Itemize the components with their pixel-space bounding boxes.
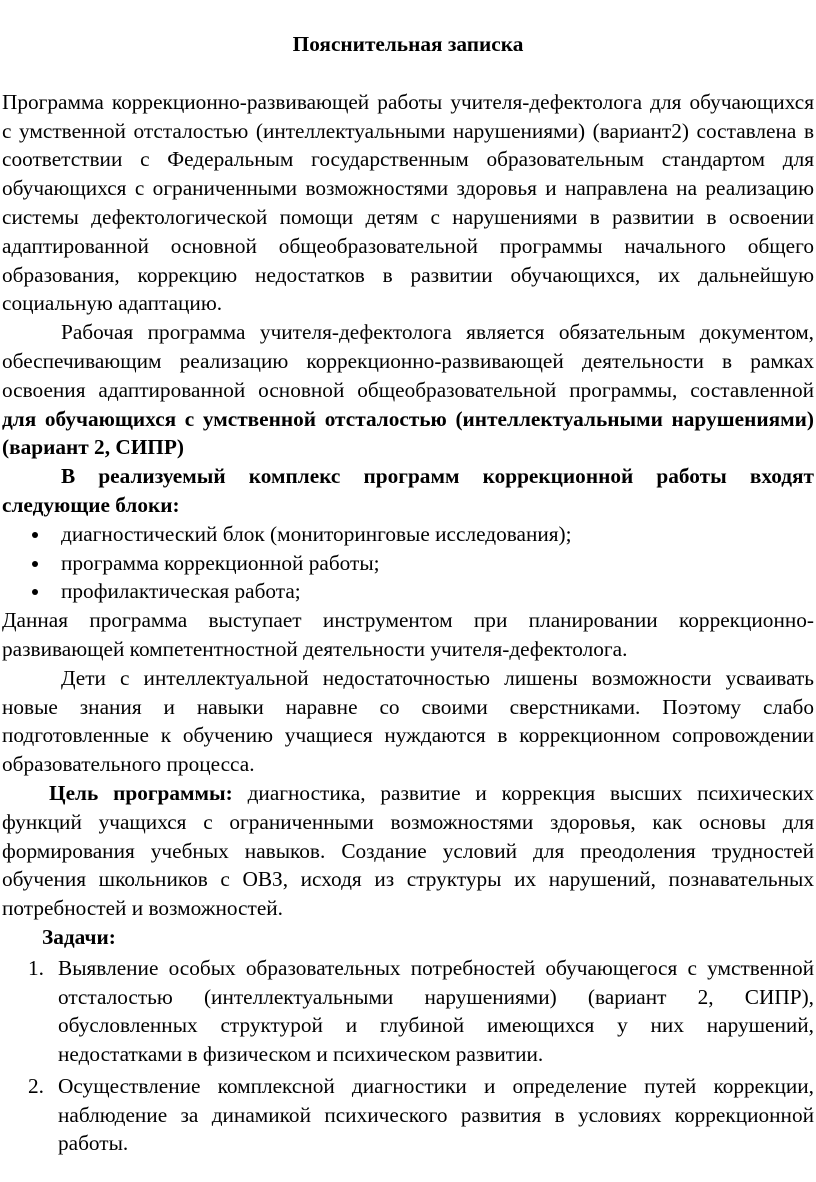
blocks-heading-text: В реализуемый комплекс программ коррекционной работы входят следующие блоки: (2, 464, 814, 517)
blocks-list (2, 520, 814, 606)
task-text: Осуществление комплексной диагностики и определение путей коррекции, наблюдение за динамикой психического развития в условиях коррекционной работы. (58, 1073, 814, 1156)
goal-paragraph (2, 779, 814, 923)
task-number: 2. (28, 1073, 44, 1098)
list-item (2, 520, 814, 549)
task-text: Выявление особых образовательных потребностей обучающегося с умственной отсталостью (интеллектуальными нарушениями) (вариант 2, СИПР), обусловленных структурой и глубиной имеющихся у них нарушений, недостатками в физическом и психическом развитии. (58, 955, 814, 1067)
children-paragraph: Дети с интеллектуальной недостаточностью лишены возможности усваивать новые знания и навыки наравне со своими сверстниками. Поэтому слабо подготовленные к обучению учащиеся нуждаются в коррекционном сопровождении образовательного процесса. (2, 665, 814, 777)
list-item (2, 954, 814, 1069)
bullet-icon (32, 561, 38, 567)
list-item (2, 1072, 814, 1158)
blocks-heading (2, 462, 814, 520)
list-item-text: диагностический блок (мониторинговые исследования); (61, 521, 572, 546)
work-program-text: Рабочая программа учителя-дефектолога является обязательным документом, обеспечивающим реализацию коррекционно-развивающей деятельности в рамках освоения адаптированной основной общеобразовательной программы, составленной (2, 320, 814, 402)
tasks-list (2, 954, 814, 1159)
intro-paragraph: Программа коррекционно-развивающей работы учителя-дефектолога для обучающихся с умственной отсталостью (интеллектуальными нарушениями) (вариант2) составлена в соответствии с Федеральным государственным образовательным стандартом для обучающихся с ограниченными возможностями здоровья и направлена на реализацию системы дефектологической помощи детям с нарушениями в развитии в освоении адаптированной основной общеобразовательной программы начального общего образования, коррекцию недостатков в развитии обучающихся, их дальнейшую социальную адаптацию. (2, 89, 814, 316)
list-item (2, 577, 814, 606)
goal-label: Цель программы: (49, 780, 233, 805)
tasks-heading (2, 923, 814, 952)
instrument-paragraph: Данная программа выступает инструментом при планировании коррекционно-развивающей компетентностной деятельности учителя-дефектолога. (2, 608, 814, 661)
bullet-icon (32, 589, 38, 595)
list-item-text: программа коррекционной работы; (61, 550, 380, 575)
bullet-icon (32, 532, 38, 538)
task-number: 1. (28, 955, 44, 980)
document-title: Пояснительная записка (292, 32, 524, 56)
list-item (2, 549, 814, 578)
work-program-bold-text: для обучающихся с умственной отсталостью (интеллектуальными нарушениями) (вариант 2, СИПР) (2, 406, 814, 460)
work-program-paragraph (2, 318, 814, 462)
list-item-text: профилактическая работа; (61, 579, 301, 604)
document-page (2, 30, 814, 1161)
tasks-heading-text: Задачи: (42, 924, 116, 949)
goal-text: диагностика, развитие и коррекция высших психических функций учащихся с ограниченными возможностями здоровья, как основы для формирования учебных навыков. Создание условий для преодоления трудностей обучения школьников с ОВЗ, исходя из структуры их нарушений, познавательных потребностей и возможностей. (2, 780, 814, 921)
